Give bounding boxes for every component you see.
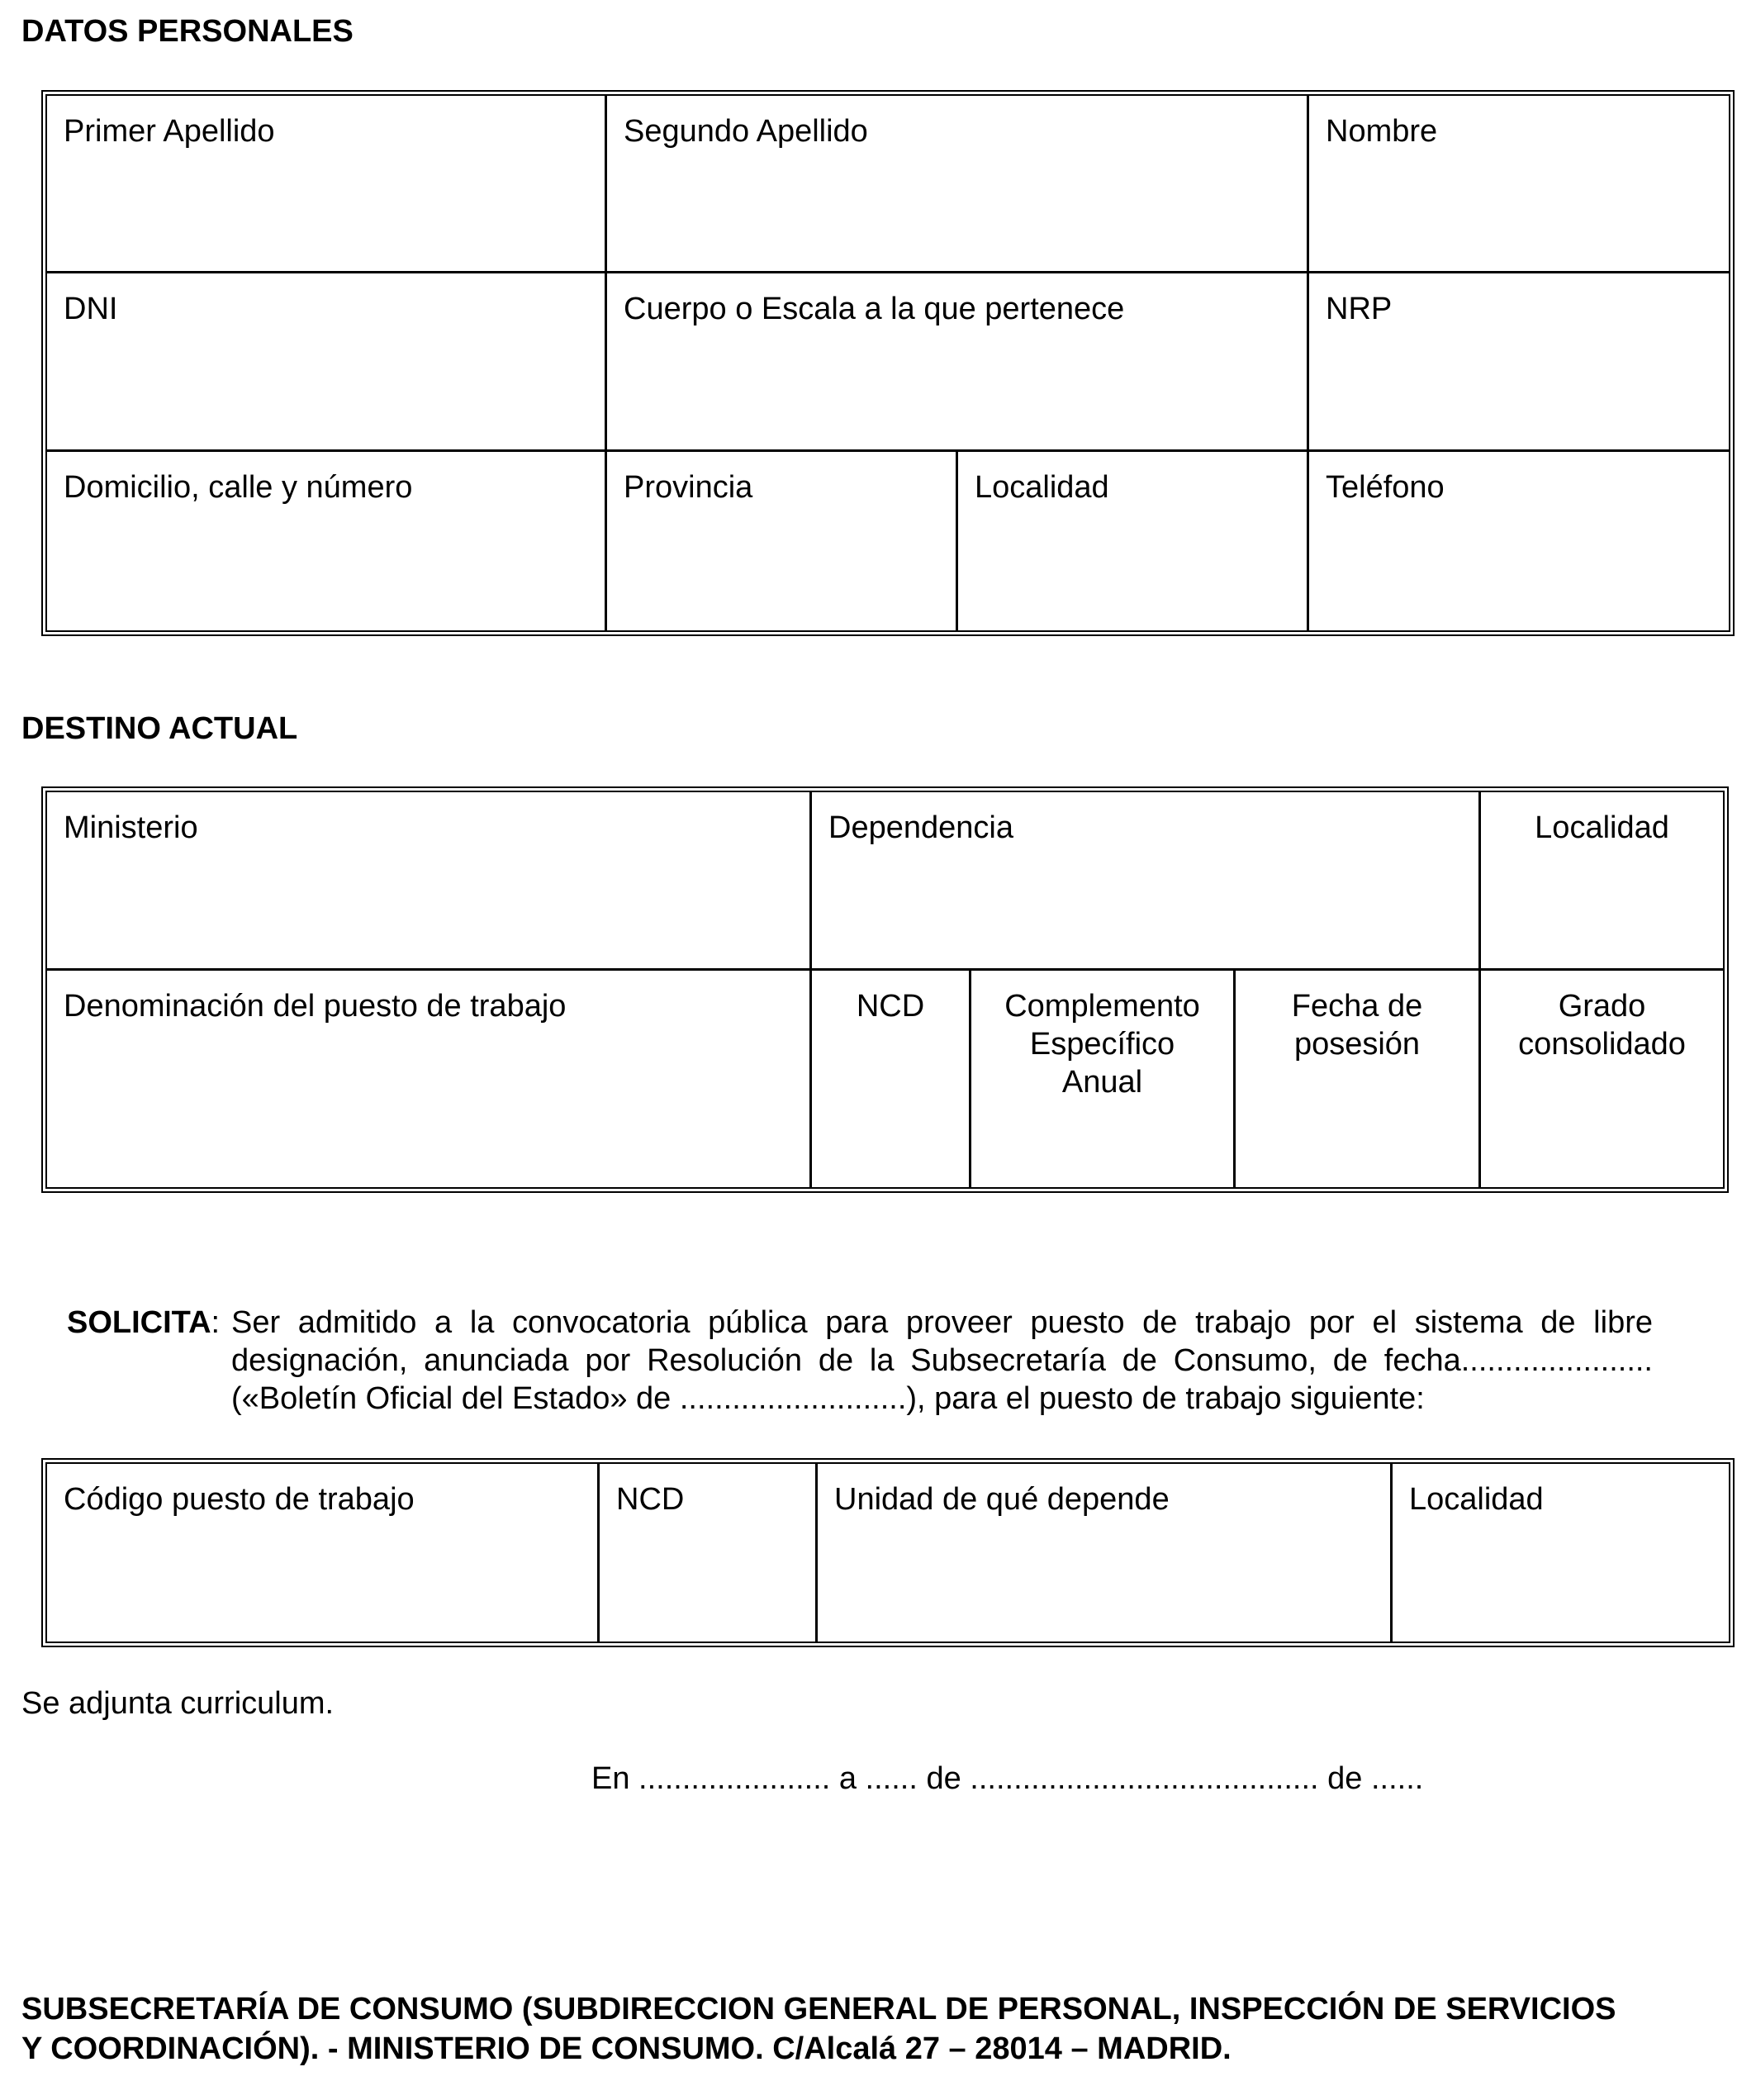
field-unidad-depende[interactable]: [818, 1464, 1393, 1642]
field-ncd-actual[interactable]: [812, 971, 971, 1187]
solicita-colon: :: [211, 1305, 221, 1340]
section-heading-destino-actual: DESTINO ACTUAL: [21, 711, 298, 746]
field-label-line: posesión: [1293, 1027, 1421, 1062]
field-label: Localidad: [975, 470, 1109, 505]
field-label: Código puesto de trabajo: [64, 1482, 415, 1517]
field-label: DNI: [64, 292, 118, 326]
fecha-firma-line: En ...................... a ...... de ........................................ de ......: [591, 1761, 1424, 1796]
field-dni[interactable]: [47, 273, 607, 452]
field-ncd-solicitado[interactable]: [600, 1464, 818, 1642]
table-row: [47, 792, 1723, 971]
field-label: Unidad de qué depende: [834, 1482, 1170, 1517]
field-dependencia[interactable]: [812, 792, 1481, 971]
field-ministerio[interactable]: [47, 792, 812, 971]
field-label: Segundo Apellido: [624, 114, 868, 149]
field-complemento-especifico[interactable]: [971, 971, 1236, 1187]
field-label-line: Específico: [1029, 1027, 1175, 1062]
puesto-solicitado-table: [41, 1458, 1735, 1647]
table-row: [47, 971, 1723, 1187]
field-codigo-puesto[interactable]: [47, 1464, 600, 1642]
field-localidad[interactable]: [958, 452, 1309, 630]
footer-address: [21, 1989, 1673, 2069]
field-nrp[interactable]: [1309, 273, 1729, 452]
datos-personales-table: [41, 90, 1735, 636]
footer-line: Y COORDINACIÓN). - MINISTERIO DE CONSUMO. C/Alcalá 27 – 28014 – MADRID.: [21, 2031, 1232, 2066]
field-label: Denominación del puesto de trabajo: [64, 989, 567, 1024]
field-label: Ministerio: [64, 810, 198, 845]
field-localidad-solicitada[interactable]: [1393, 1464, 1729, 1642]
field-denominacion-puesto[interactable]: [47, 971, 812, 1187]
field-segundo-apellido[interactable]: [607, 96, 1309, 273]
solicita-line: («Boletín Oficial del Estado» de ..........................), para el puesto de trabajo siguiente:: [231, 1381, 1425, 1416]
field-label: Domicilio, calle y número: [64, 470, 413, 505]
field-cuerpo-escala[interactable]: [607, 273, 1309, 452]
field-label: Teléfono: [1326, 470, 1445, 505]
field-label: Localidad: [1409, 1482, 1544, 1517]
field-label-line: Complemento: [1004, 989, 1200, 1024]
field-grado-consolidado[interactable]: [1481, 971, 1723, 1187]
field-label-line: consolidado: [1518, 1027, 1686, 1062]
field-fecha-posesion[interactable]: [1236, 971, 1481, 1187]
table-row: [47, 273, 1729, 452]
field-label: NCD: [856, 989, 925, 1024]
field-label-line: Grado: [1558, 989, 1646, 1024]
field-nombre[interactable]: [1309, 96, 1729, 273]
field-provincia[interactable]: [607, 452, 958, 630]
section-heading-datos-personales: DATOS PERSONALES: [21, 14, 354, 49]
solicita-paragraph: [67, 1304, 1653, 1418]
field-label: NCD: [616, 1482, 685, 1517]
field-label: Nombre: [1326, 114, 1438, 149]
field-label: Cuerpo o Escala a la que pertenece: [624, 292, 1125, 326]
destino-actual-table: [41, 786, 1729, 1193]
field-label: Primer Apellido: [64, 114, 275, 149]
field-localidad-actual[interactable]: [1481, 792, 1723, 971]
field-label: Provincia: [624, 470, 753, 505]
solicita-line: designación, anunciada por Resolución de la Subsecretaría de Consumo, de fecha......................: [231, 1343, 1653, 1378]
table-row: [47, 96, 1729, 273]
solicita-line: Ser admitido a la convocatoria pública para proveer puesto de trabajo por el sistema de libre: [231, 1305, 1653, 1340]
table-row: [47, 452, 1729, 630]
solicita-label: SOLICITA: [67, 1305, 211, 1340]
field-label: Localidad: [1535, 810, 1669, 845]
field-domicilio[interactable]: [47, 452, 607, 630]
footer-line: SUBSECRETARÍA DE CONSUMO (SUBDIRECCION GENERAL DE PERSONAL, INSPECCIÓN DE SERVICIOS: [21, 1992, 1616, 2026]
field-label: Dependencia: [828, 810, 1013, 845]
field-label-line: Fecha de: [1291, 989, 1423, 1024]
table-row: [47, 1464, 1729, 1642]
field-primer-apellido[interactable]: [47, 96, 607, 273]
field-telefono[interactable]: [1309, 452, 1729, 630]
adjunta-curriculum-text: Se adjunta curriculum.: [21, 1686, 335, 1721]
field-label: NRP: [1326, 292, 1393, 326]
field-label-line: Anual: [1061, 1065, 1143, 1100]
